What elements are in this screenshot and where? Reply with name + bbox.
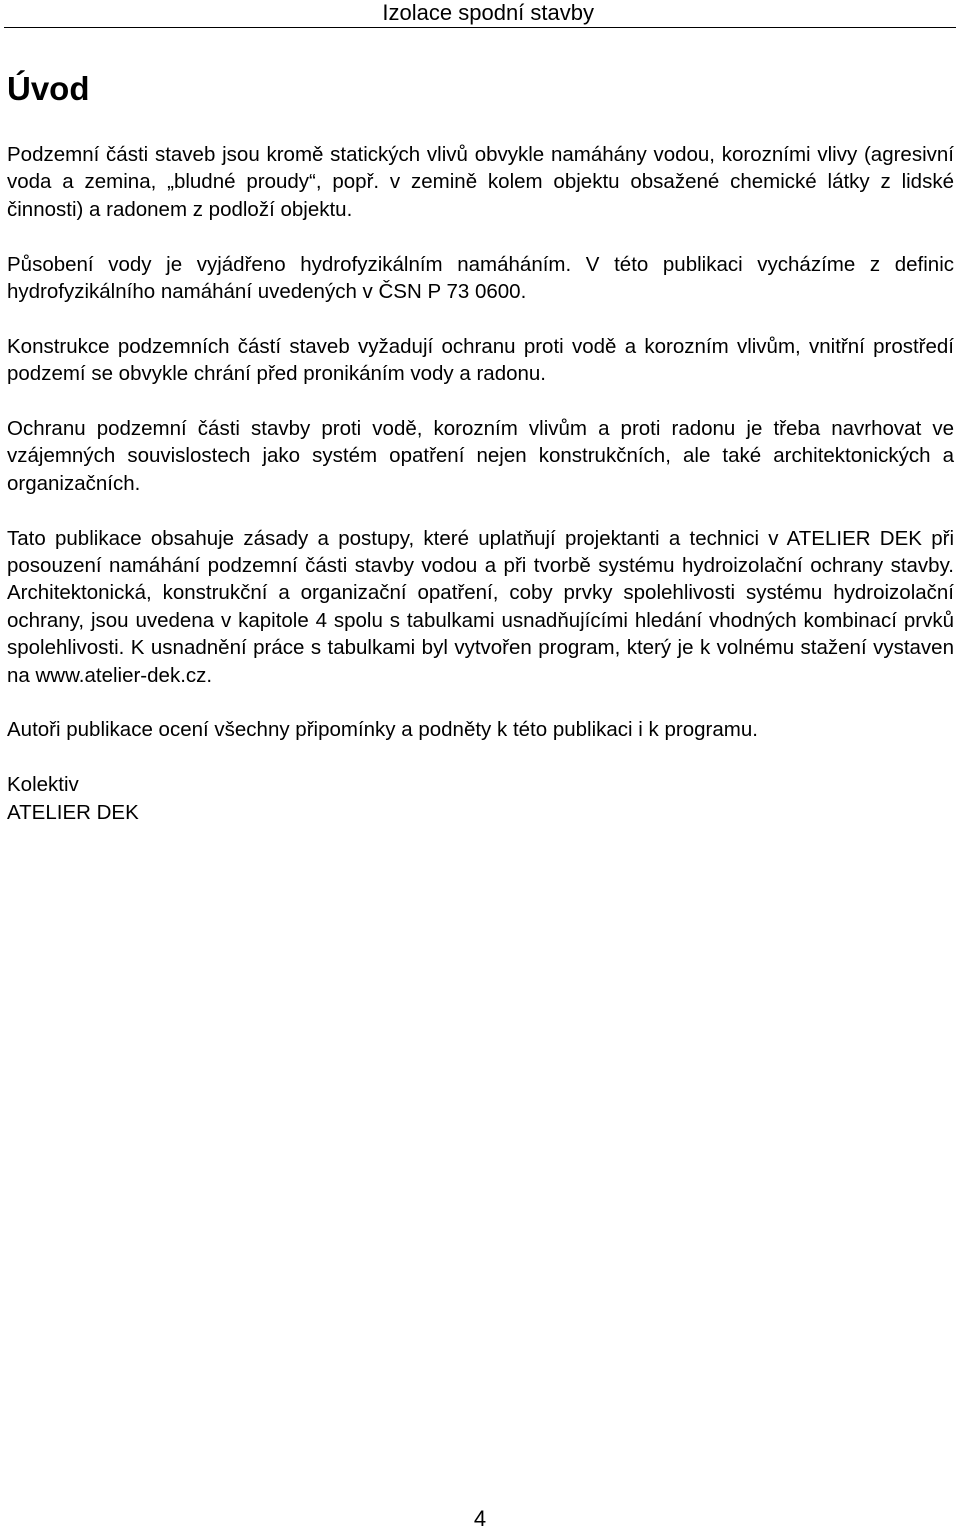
header-divider — [4, 27, 956, 28]
document-body — [7, 141, 954, 826]
page-number: 4 — [473, 1506, 487, 1531]
paragraph-intro: Podzemní části staveb jsou kromě statických vlivů obvykle namáhány vodou, korozními vlivy (agresivní voda a zemina, „bludné proudy“, popř. v zemině kolem objektu obsažené chemické látky z lidské činnosti) a radonem z podloží objektu. — [7, 143, 954, 221]
paragraph-water-effects: Působení vody je vyjádřeno hydrofyzikálním namáháním. V této publikaci vycházíme z definic hydrofyzikálního namáhání uvedených v ČSN P 73 0600. — [7, 252, 954, 304]
paragraph-feedback: Autoři publikace ocení všechny připomínky a podněty k této publikaci i k programu. — [7, 718, 758, 742]
paragraph-protection-design: Ochranu podzemní části stavby proti vodě, korozním vlivům a proti radonu je třeba navrhovat ve vzájemných souvislostech jako systém opatření nejen konstrukčních, ale také architektonických a organizačních. — [7, 417, 954, 495]
paragraph-protection-needs: Konstrukce podzemních částí staveb vyžadují ochranu proti vodě a korozním vlivům, vnitřní prostředí podzemí se obvykle chrání před pronikáním vody a radonu. — [7, 334, 954, 386]
running-header: Izolace spodní stavby — [382, 0, 594, 25]
signature-organization: ATELIER DEK — [7, 800, 139, 824]
page-title: Úvod — [7, 70, 90, 107]
signature-collective: Kolektiv — [7, 773, 79, 797]
paragraph-publication-scope: Tato publikace obsahuje zásady a postupy, které uplatňují projektanti a technici v ATELIER DEK při posouzení namáhání podzemní části stavby vodou a při tvorbě systému hydroizolační ochrany stavby. Architektonická, konstrukční a organizační opatření, coby prvky spolehlivosti systému hydroizolační ochrany, jsou uvedena v kapitole 4 spolu s tabulkami usnadňujícími hledání vhodných kombinací prvků spolehlivosti. K usnadnění práce s tabulkami byl vytvořen program, který je k volnému stažení vystaven na www.atelier-dek.cz. — [7, 526, 954, 687]
